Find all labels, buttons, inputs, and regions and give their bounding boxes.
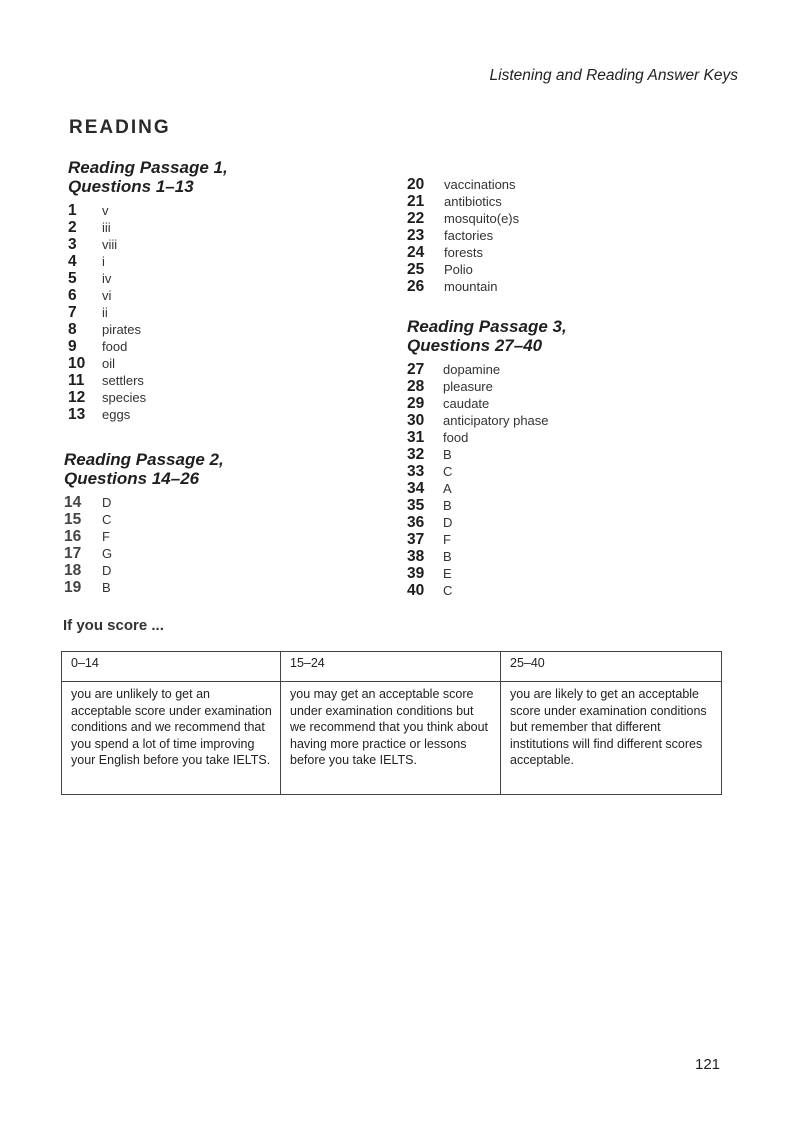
question-number: 7 (68, 304, 77, 321)
answer-text: iv (102, 271, 112, 286)
passage-2-heading (64, 450, 224, 488)
answer-row (68, 321, 228, 338)
answer-text: pleasure (443, 379, 493, 394)
passage-2-heading-line1: Reading Passage 2, (64, 450, 224, 469)
answer-text: vi (102, 288, 112, 303)
passage-1-heading-line1: Reading Passage 1, (68, 158, 228, 177)
passage-3-heading-line1: Reading Passage 3, (407, 317, 567, 336)
question-number: 28 (407, 378, 425, 395)
score-range-header: 15–24 (281, 652, 501, 682)
answer-text: ii (102, 305, 108, 320)
answer-text: B (443, 549, 452, 564)
answer-row (407, 261, 519, 278)
answer-text: G (102, 546, 113, 561)
answer-row (68, 406, 228, 423)
answer-text: i (102, 254, 105, 269)
question-number: 19 (64, 579, 82, 596)
passage-1-answer-list (68, 202, 228, 423)
answer-row (68, 202, 228, 219)
answer-row (68, 219, 228, 236)
question-number: 26 (407, 278, 425, 295)
question-number: 32 (407, 446, 425, 463)
answer-row (407, 176, 519, 193)
passage-3-heading-line2: Questions 27–40 (407, 336, 543, 355)
passage-2-answer-list-continued (407, 176, 519, 295)
score-description: you are likely to get an acceptable score under examination conditions but remember that different institutions will find different scores acceptable. (501, 682, 722, 795)
question-number: 22 (407, 210, 425, 227)
answer-text: caudate (443, 396, 490, 411)
answer-row (407, 548, 567, 565)
answer-row (407, 497, 567, 514)
answer-row (407, 514, 567, 531)
answer-text: C (102, 512, 112, 527)
question-number: 31 (407, 429, 425, 446)
question-number: 6 (68, 287, 77, 304)
answer-row (407, 531, 567, 548)
question-number: 25 (407, 261, 425, 278)
question-number: 36 (407, 514, 425, 531)
answer-text: B (102, 580, 111, 595)
answer-row (64, 579, 224, 596)
answer-row (64, 562, 224, 579)
answer-row (64, 494, 224, 511)
passage-3-heading (407, 317, 567, 355)
question-number: 38 (407, 548, 425, 565)
answer-text: oil (102, 356, 116, 371)
answer-row (68, 287, 228, 304)
question-number: 17 (64, 545, 82, 562)
question-number: 35 (407, 497, 425, 514)
answer-text: antibiotics (444, 194, 502, 209)
score-description: you are unlikely to get an acceptable score under examination conditions and we recommend that you spend a lot of time improving your English before you take IELTS. (62, 682, 281, 795)
answer-text: food (443, 430, 469, 445)
page-header-title: Listening and Reading Answer Keys (489, 67, 738, 84)
answer-row (64, 528, 224, 545)
answer-row (407, 278, 519, 295)
question-number: 16 (64, 528, 82, 545)
answer-text: Polio (444, 262, 473, 277)
answer-row (68, 372, 228, 389)
question-number: 3 (68, 236, 77, 253)
score-section-title: If you score ... (63, 617, 164, 634)
question-number: 33 (407, 463, 425, 480)
answer-text: A (443, 481, 452, 496)
reading-passage-2 (64, 450, 224, 596)
answer-row (407, 582, 567, 599)
answer-row (407, 463, 567, 480)
answer-text: mosquito(e)s (444, 211, 520, 226)
question-number: 13 (68, 406, 86, 423)
answer-text: dopamine (443, 362, 501, 377)
answer-text: C (443, 464, 453, 479)
question-number: 9 (68, 338, 77, 355)
answer-text: eggs (102, 407, 131, 422)
answer-row (68, 304, 228, 321)
question-number: 8 (68, 321, 77, 338)
question-number: 30 (407, 412, 425, 429)
answer-row (407, 378, 567, 395)
answer-row (407, 412, 567, 429)
answer-text: B (443, 498, 452, 513)
score-range-header: 0–14 (62, 652, 281, 682)
answer-row (407, 429, 567, 446)
question-number: 4 (68, 253, 77, 270)
answer-row (68, 389, 228, 406)
section-title: READING (69, 117, 171, 138)
answer-text: E (443, 566, 452, 581)
answer-text: settlers (102, 373, 144, 388)
answer-text: C (443, 583, 453, 598)
passage-2-heading-line2: Questions 14–26 (64, 469, 200, 488)
answer-text: food (102, 339, 128, 354)
passage-1-heading (68, 158, 228, 196)
reading-passage-2-continued (407, 176, 519, 295)
answer-text: pirates (102, 322, 142, 337)
question-number: 11 (68, 372, 85, 389)
answer-text: vaccinations (444, 177, 516, 192)
answer-text: species (102, 390, 147, 405)
question-number: 27 (407, 361, 425, 378)
answer-row (407, 193, 519, 210)
answer-text: anticipatory phase (443, 413, 549, 428)
answer-row (68, 253, 228, 270)
score-table-header-row (62, 652, 722, 682)
answer-row (407, 480, 567, 497)
answer-text: D (102, 563, 112, 578)
page-number: 121 (695, 1056, 721, 1073)
reading-passage-3 (407, 317, 567, 599)
score-range-header: 25–40 (501, 652, 722, 682)
question-number: 29 (407, 395, 425, 412)
question-number: 37 (407, 531, 425, 548)
answer-text: forests (444, 245, 484, 260)
answer-row (407, 244, 519, 261)
question-number: 2 (68, 219, 77, 236)
question-number: 12 (68, 389, 86, 406)
answer-text: viii (102, 237, 118, 252)
question-number: 5 (68, 270, 77, 287)
question-number: 1 (68, 202, 77, 219)
question-number: 40 (407, 582, 425, 599)
answer-text: v (102, 203, 109, 218)
question-number: 14 (64, 494, 82, 511)
question-number: 10 (68, 355, 86, 372)
answer-row (68, 338, 228, 355)
answer-row (64, 545, 224, 562)
passage-3-answer-list (407, 361, 567, 599)
answer-text: iii (102, 220, 111, 235)
question-number: 39 (407, 565, 425, 582)
passage-2-answer-list (64, 494, 224, 596)
answer-text: D (102, 495, 112, 510)
answer-row (407, 446, 567, 463)
question-number: 21 (407, 193, 425, 210)
answer-row (64, 511, 224, 528)
answer-text: F (102, 529, 110, 544)
answer-row (68, 270, 228, 287)
passage-1-heading-line2: Questions 1–13 (68, 177, 194, 196)
score-table (61, 651, 722, 795)
score-description: you may get an acceptable score under examination conditions but we recommend that you think about having more practice or lessons before you take IELTS. (281, 682, 501, 795)
answer-text: B (443, 447, 452, 462)
question-number: 24 (407, 244, 425, 261)
answer-text: D (443, 515, 453, 530)
answer-row (68, 355, 228, 372)
answer-row (407, 227, 519, 244)
answer-row (407, 361, 567, 378)
answer-row (68, 236, 228, 253)
question-number: 20 (407, 176, 425, 193)
question-number: 15 (64, 511, 82, 528)
answer-row (407, 210, 519, 227)
answer-text: factories (444, 228, 494, 243)
question-number: 34 (407, 480, 425, 497)
answer-row (407, 565, 567, 582)
answer-text: F (443, 532, 451, 547)
question-number: 23 (407, 227, 425, 244)
reading-passage-1 (68, 158, 228, 423)
answer-text: mountain (444, 279, 498, 294)
question-number: 18 (64, 562, 82, 579)
answer-row (407, 395, 567, 412)
score-table-row (62, 682, 722, 795)
